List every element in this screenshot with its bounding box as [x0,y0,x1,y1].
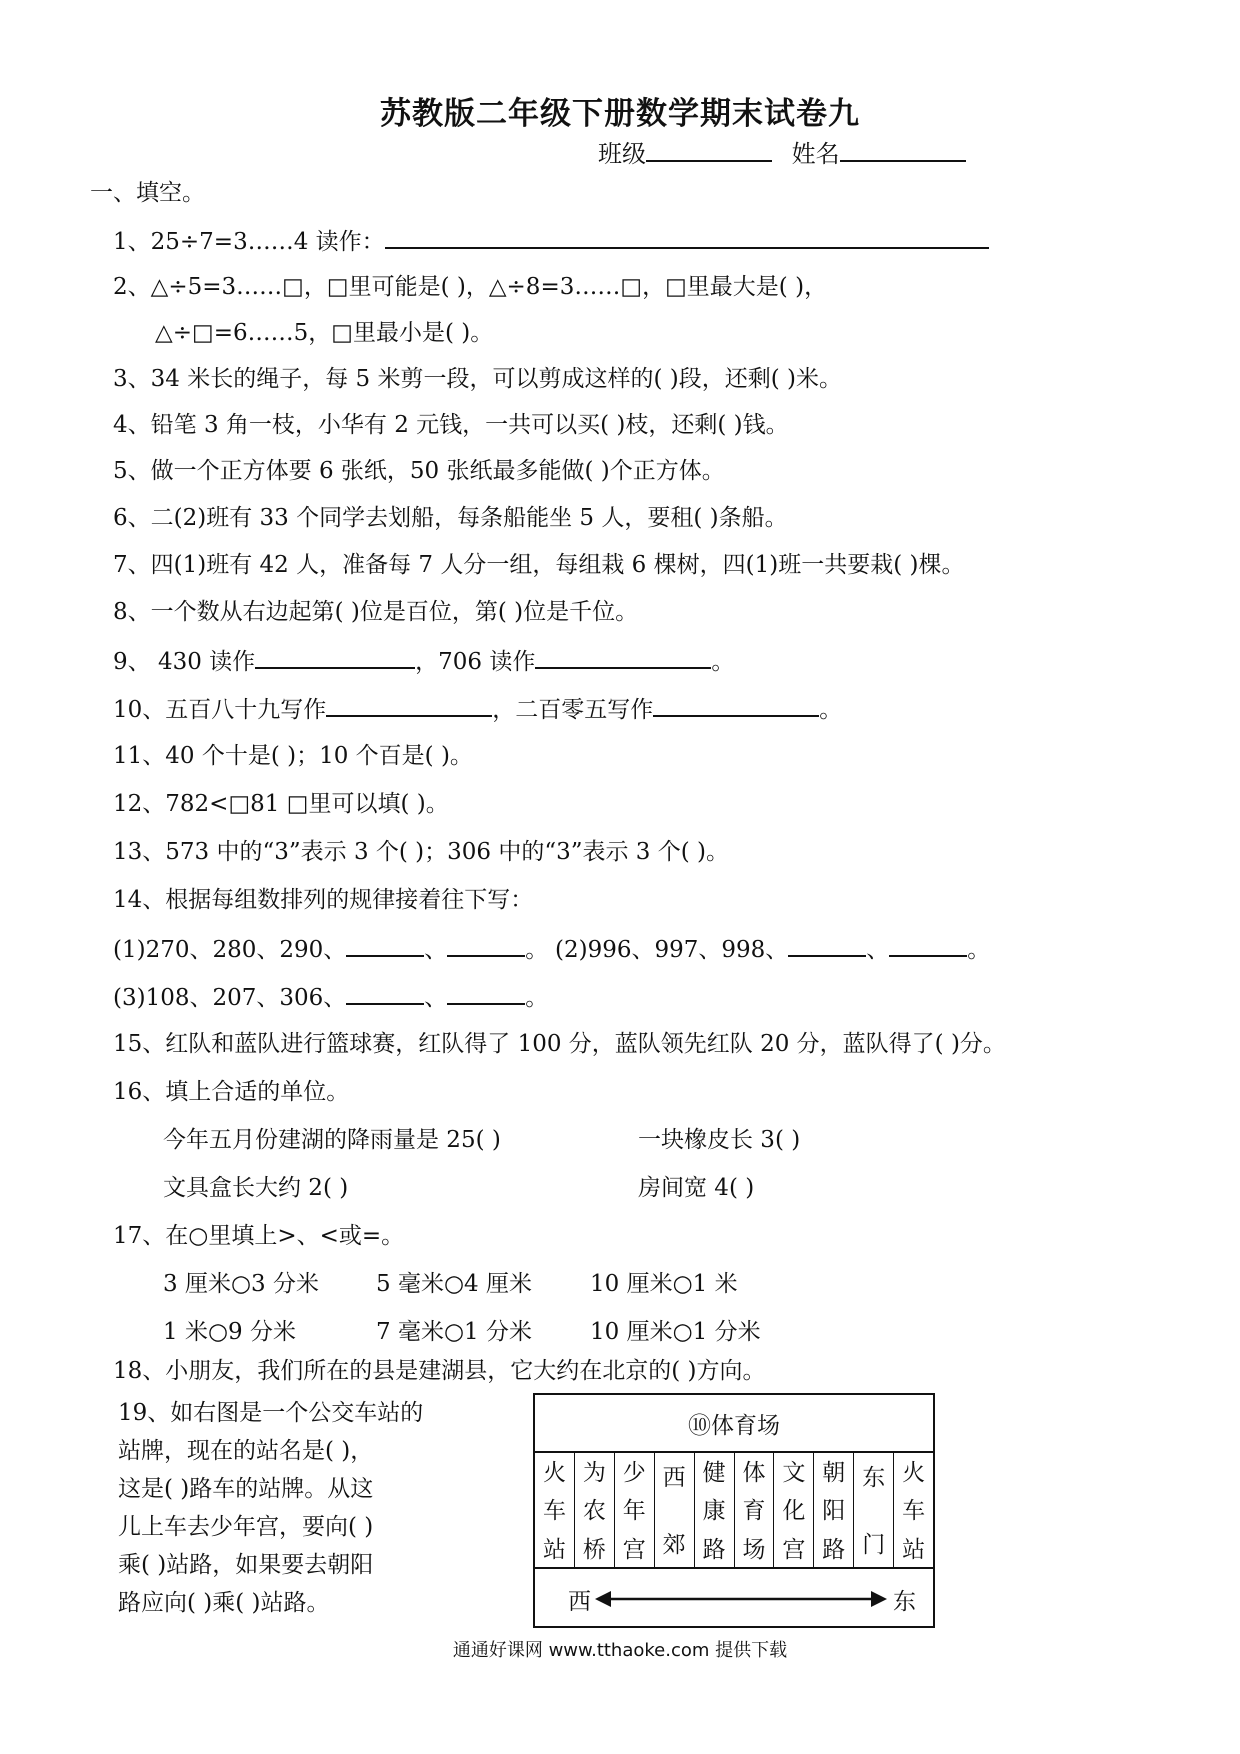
question-2a: 2、△÷5=3……□，□里可能是( )，△÷8=3……□，□里最大是( )， [113,274,828,300]
question-16: 16、填上合适的单位。 [113,1079,350,1105]
question-10-end: 。 [819,697,843,723]
stop-cell: 健 康 路 [695,1451,735,1567]
page-title: 苏教版二年级下册数学期末试卷九 [380,96,860,132]
question-19-line: 儿上车去少年宫，要向( ) [118,1514,374,1540]
answer-blank[interactable] [326,693,492,717]
answer-blank[interactable] [653,693,819,717]
stop-cell: 火 车 站 [902,1459,926,1564]
sequence-text: (3)108、207、306、 [113,985,347,1011]
question-19-line: 站牌，现在的站名是( )， [118,1438,374,1464]
compare-item: 10 厘米○1 米 [590,1271,738,1297]
question-18: 18、小朋友，我们所在的县是建湖县，它大约在北京的( )方向。 [113,1358,766,1384]
question-16b: 一块橡皮长 3( ) [638,1127,801,1153]
stop-cell: 火 车 站 [535,1451,575,1567]
answer-blank[interactable] [788,933,866,957]
separator: 、 [424,985,448,1011]
question-14-part3 [113,981,548,1013]
name-blank[interactable] [840,138,966,162]
answer-blank[interactable] [447,933,525,957]
stop-cell: 朝 阳 路 [814,1451,854,1567]
direction-row [535,1569,933,1627]
question-16c: 文具盒长大约 2( ) [163,1175,349,1201]
answer-blank[interactable] [255,645,415,669]
question-10 [113,693,842,725]
question-1-text: 1、25÷7=3……4 读作： [113,229,385,255]
question-14: 14、根据每组数排列的规律接着往下写： [113,887,534,913]
question-19-line: 路应向( )乘( )站路。 [118,1590,330,1616]
compare-item: 3 厘米○3 分米 [163,1271,319,1297]
question-19-line: 这是( )路车的站牌。从这 [118,1476,374,1502]
question-9-text: 9、 430 读作 [113,649,256,675]
stop-cell: 体 育 场 [735,1451,775,1567]
sequence-end: 。 [525,937,549,963]
answer-blank[interactable] [346,981,424,1005]
question-11: 11、40 个十是( )；10 个百是( )。 [113,743,473,769]
compare-item: 10 厘米○1 分米 [590,1319,761,1345]
question-9 [113,645,734,677]
question-16d: 房间宽 4( ) [638,1175,755,1201]
stop-cell: 少 年 宫 [615,1451,655,1567]
compare-item: 7 毫米○1 分米 [376,1319,532,1345]
question-6: 6、二(2)班有 33 个同学去划船，每条船能坐 5 人，要租( )条船。 [113,505,788,531]
question-13: 13、573 中的“3”表示 3 个( )；306 中的“3”表示 3 个( )。 [113,839,730,865]
question-14-part1 [113,933,548,965]
west-label: 西 [568,1589,591,1615]
current-stop-header: ⑩体育场 [535,1395,933,1453]
question-12: 12、782<□81 □里可以填( )。 [113,791,449,817]
question-16a: 今年五月份建湖的降雨量是 25( ) [163,1127,501,1153]
question-19-line: 19、如右图是一个公交车站的 [118,1400,424,1426]
sequence-text: (2)996、997、998、 [555,937,789,963]
question-15: 15、红队和蓝队进行篮球赛，红队得了 100 分，蓝队领先红队 20 分，蓝队得了( )分。 [113,1031,1006,1057]
question-7: 7、四(1)班有 42 人，准备每 7 人分一组，每组栽 6 棵树，四(1)班一共要栽( )棵。 [113,552,965,578]
footer-credit: 通通好课网 www.tthaoke.com 提供下载 [452,1640,788,1661]
compare-item: 5 毫米○4 厘米 [376,1271,532,1297]
answer-blank[interactable] [385,225,989,249]
answer-blank[interactable] [447,981,525,1005]
stop-list [535,1451,933,1569]
compare-item: 1 米○9 分米 [163,1319,296,1345]
question-1 [113,225,989,257]
class-blank[interactable] [646,138,772,162]
class-label: 班级 [598,140,646,168]
section-heading: 一、填空。 [90,180,205,206]
sequence-end: 。 [967,937,991,963]
answer-blank[interactable] [346,933,424,957]
double-arrow-icon [595,1587,887,1611]
stop-cell: 文 化 宫 [774,1451,814,1567]
question-9-text: ，706 读作 [415,649,536,675]
sequence-text: (1)270、280、290、 [113,937,347,963]
question-17: 17、在○里填上>、<或=。 [113,1223,405,1249]
question-2b: △÷□=6……5，□里最小是( )。 [155,320,494,346]
question-8: 8、一个数从右边起第( )位是百位，第( )位是千位。 [113,599,639,625]
separator: 、 [866,937,890,963]
question-9-end: 。 [711,649,735,675]
east-label: 东 [893,1589,916,1615]
question-10-text: 10、五百八十九写作 [113,697,327,723]
sequence-end: 。 [525,985,549,1011]
question-3: 3、34 米长的绳子，每 5 米剪一段，可以剪成这样的( )段，还剩( )米。 [113,366,842,392]
separator: 、 [424,937,448,963]
question-19-line: 乘( )站路，如果要去朝阳 [118,1552,374,1578]
question-5: 5、做一个正方体要 6 张纸，50 张纸最多能做( )个正方体。 [113,458,725,484]
question-4: 4、铅笔 3 角一枝，小华有 2 元钱，一共可以买( )枝，还剩( )钱。 [113,412,789,438]
name-label: 姓名 [791,140,840,168]
question-10-text: ，二百零五写作 [492,697,654,723]
answer-blank[interactable] [535,645,711,669]
stop-cell: 西 郊 [655,1451,695,1567]
stop-cell: 东 门 [854,1451,894,1567]
answer-blank[interactable] [889,933,967,957]
class-field [598,134,966,169]
question-14-part2 [555,933,990,965]
stop-cell: 为 农 桥 [575,1451,615,1567]
bus-stop-sign [533,1393,935,1628]
